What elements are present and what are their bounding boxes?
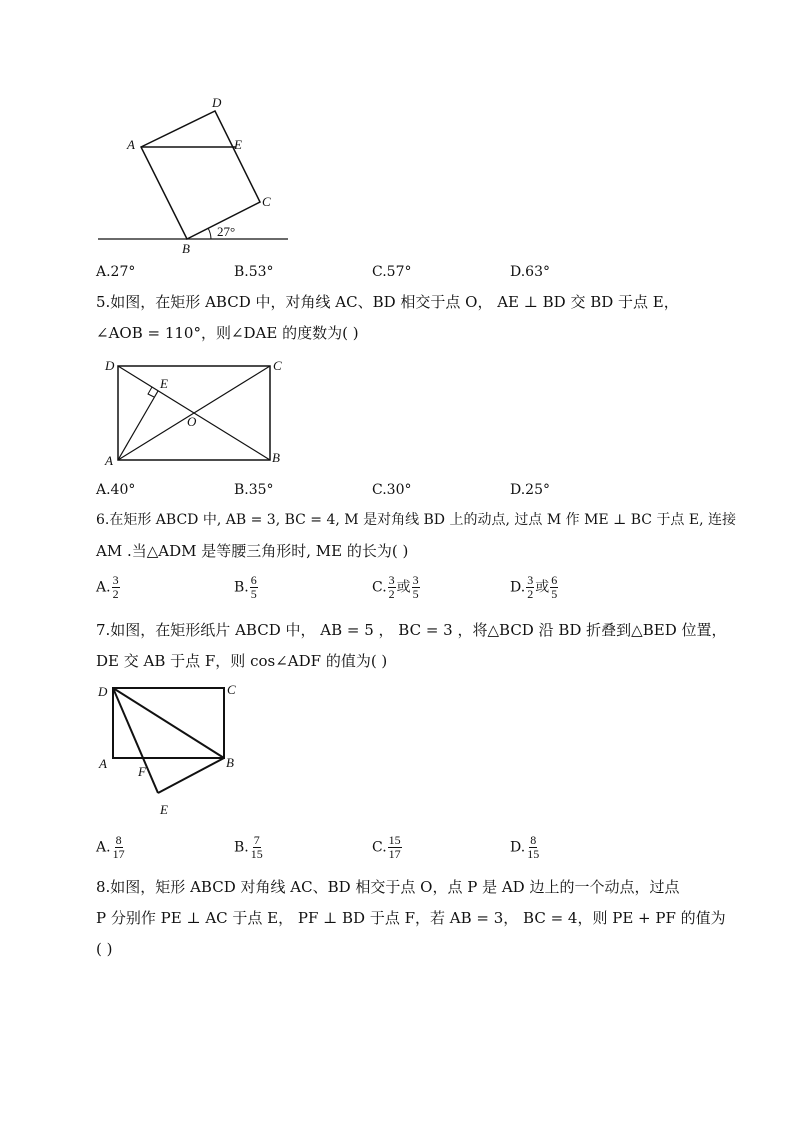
label-b: B <box>182 241 190 256</box>
q7-option-a[interactable] <box>96 834 127 861</box>
q5-option-d[interactable]: D.25° <box>510 482 550 498</box>
option-prefix: D. <box>510 839 526 856</box>
q4-figure <box>90 92 300 257</box>
q7-option-c[interactable] <box>372 834 403 861</box>
label-c: C <box>262 194 271 209</box>
fraction: $\frac{8}{17}$ <box>112 833 125 861</box>
q6-option-c[interactable] <box>372 574 421 601</box>
q4-option-a[interactable]: A.27° <box>96 264 136 280</box>
option-prefix: A. <box>96 839 111 856</box>
segment-de <box>113 688 158 793</box>
label-a: A <box>105 453 113 468</box>
label-a: A <box>99 756 107 771</box>
q6-option-d[interactable] <box>510 574 559 601</box>
label-b: B <box>272 450 280 465</box>
label-d: D <box>105 358 115 373</box>
quad-abcd <box>141 111 260 239</box>
or-word: 或 <box>396 579 411 596</box>
or-word: 或 <box>535 579 550 596</box>
diagonal-bd <box>113 688 224 758</box>
q5-text-line1: 5.如图，在矩形 ABCD 中，对角线 AC、BD 相交于点 O， AE ⊥ BD 交 BD 于点 E， <box>96 293 679 311</box>
q5-figure <box>96 354 296 469</box>
q6-option-a[interactable] <box>96 574 121 601</box>
q8-text-line2: P 分别作 PE ⊥ AC 于点 E， PF ⊥ BD 于点 F，若 AB = 3， BC = 4，则 PE + PF 的值为 <box>96 909 726 927</box>
option-prefix: A. <box>96 579 111 596</box>
option-prefix: B. <box>234 579 249 596</box>
q7-text-line1: 7.如图，在矩形纸片 ABCD 中， AB = 5 ， BC = 3 ，将△BCD 沿 BD 折叠到△BED 位置， <box>96 621 727 639</box>
label-b: B <box>226 755 234 770</box>
q4-option-d[interactable]: D.63° <box>510 264 550 280</box>
label-d: D <box>98 684 108 699</box>
label-e: E <box>234 137 242 152</box>
q5-option-c[interactable]: C.30° <box>372 482 412 498</box>
option-prefix: B. <box>234 839 249 856</box>
fraction: $\frac{3}{2}$ <box>388 573 395 601</box>
fraction: $\frac{3}{2}$ <box>527 573 534 601</box>
q6-text-line2: AM .当△ADM 是等腰三角形时, ME 的长为( ) <box>96 542 409 560</box>
label-a: A <box>127 137 135 152</box>
q4-option-c[interactable]: C.57° <box>372 264 412 280</box>
label-f: F <box>138 764 146 779</box>
q6-text-line1: 6.在矩形 ABCD 中, AB = 3, BC = 4, M 是对角线 BD 上的动点, 过点 M 作 ME ⊥ BC 于点 E, 连接 <box>96 512 736 528</box>
label-e: E <box>160 802 168 817</box>
label-c: C <box>227 682 236 697</box>
q7-text-line2: DE 交 AB 于点 F，则 cos∠ADF 的值为( ) <box>96 652 388 670</box>
segment-ae <box>118 391 158 460</box>
option-prefix: C. <box>372 839 387 856</box>
q4-option-b[interactable]: B.53° <box>234 264 274 280</box>
q6-option-b[interactable] <box>234 574 259 601</box>
angle-arc <box>208 228 211 239</box>
angle-label: 27° <box>217 224 236 239</box>
fraction: $\frac{8}{15}$ <box>527 833 540 861</box>
label-e: E <box>160 376 168 391</box>
q7-figure <box>94 680 254 820</box>
fraction: $\frac{6}{5}$ <box>551 573 558 601</box>
option-prefix: C. <box>372 579 387 596</box>
fraction: $\frac{7}{15}$ <box>250 833 263 861</box>
segment-be <box>158 758 224 793</box>
q7-option-d[interactable] <box>510 834 541 861</box>
right-angle-mark <box>148 387 154 397</box>
option-prefix: D. <box>510 579 526 596</box>
q5-option-a[interactable]: A.40° <box>96 482 136 498</box>
label-c: C <box>273 358 282 373</box>
label-d: D <box>212 95 222 110</box>
q8-text-line1: 8.如图，矩形 ABCD 对角线 AC、BD 相交于点 O，点 P 是 AD 边上的一个动点，过点 <box>96 878 680 896</box>
q5-option-b[interactable]: B.35° <box>234 482 274 498</box>
fraction: $\frac{3}{2}$ <box>112 573 119 601</box>
fraction: $\frac{3}{5}$ <box>412 573 419 601</box>
q8-text-line3: ( ) <box>96 940 113 958</box>
q7-option-b[interactable] <box>234 834 265 861</box>
q5-text-line2: ∠AOB = 110°，则∠DAE 的度数为( ) <box>96 324 359 342</box>
label-o: O <box>187 414 197 429</box>
fraction: $\frac{6}{5}$ <box>250 573 257 601</box>
fraction: $\frac{15}{17}$ <box>388 833 401 861</box>
